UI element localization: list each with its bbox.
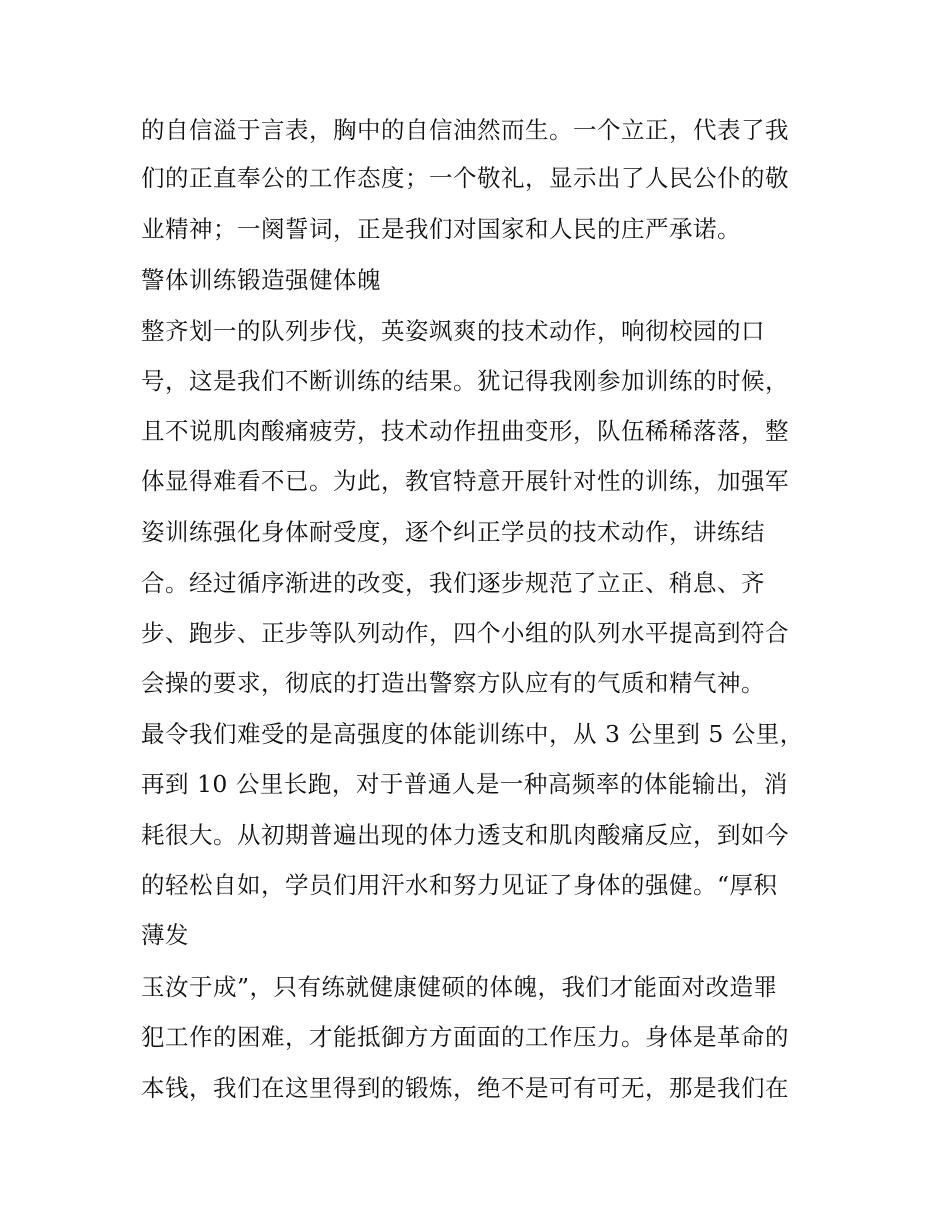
text-line: 的轻松自如，学员们用汗水和努力见证了身体的强健。“厚积 [141,871,778,899]
text-line: 的自信溢于言表，胸中的自信油然而生。一个立正，代表了我 [141,116,789,144]
text-line: 步、跑步、正步等队列动作，四个小组的队列水平提高到符合 [141,619,789,647]
text-line: 号，这是我们不断训练的结果。犹记得我刚参加训练的时候， [141,367,789,395]
text-line: 姿训练强化身体耐受度，逐个纠正学员的技术动作，讲练结 [141,518,765,546]
text-line: 且不说肌肉酸痛疲劳，技术动作扭曲变形，队伍稀稀落落，整 [141,417,789,445]
text-line: 整齐划一的队列步伐，英姿飒爽的技术动作，响彻校园的口 [141,317,765,345]
text-line: 玉汝于成”，只有练就健康健硕的体魄，我们才能面对改造罪 [141,973,778,1001]
text-line: 薄发 [141,921,189,949]
text-line: 本钱，我们在这里得到的锻炼，绝不是可有可无，那是我们在 [141,1074,789,1102]
section-heading: 警体训练锻造强健体魄 [141,266,381,294]
text-line: 体显得难看不已。为此，教官特意开展针对性的训练，加强军 [141,467,789,495]
text-line: 会操的要求，彻底的打造出警察方队应有的气质和精气神。 [141,669,765,697]
text-line: 业精神；一阕誓词，正是我们对国家和人民的庄严承诺。 [141,215,741,243]
text-line: 耗很大。从初期普遍出现的体力透支和肌肉酸痛反应，到如今 [141,821,789,849]
text-line: 再到 10 公里长跑，对于普通人是一种高频率的体能输出，消 [141,770,788,798]
text-line: 最令我们难受的是高强度的体能训练中，从 3 公里到 5 公里， [141,720,804,748]
text-line: 合。经过循序渐进的改变，我们逐步规范了立正、稍息、齐 [141,569,765,597]
text-line: 们的正直奉公的工作态度；一个敬礼，显示出了人民公仆的敬 [141,164,789,192]
text-line: 犯工作的困难，才能抵御方方面面的工作压力。身体是革命的 [141,1023,789,1051]
